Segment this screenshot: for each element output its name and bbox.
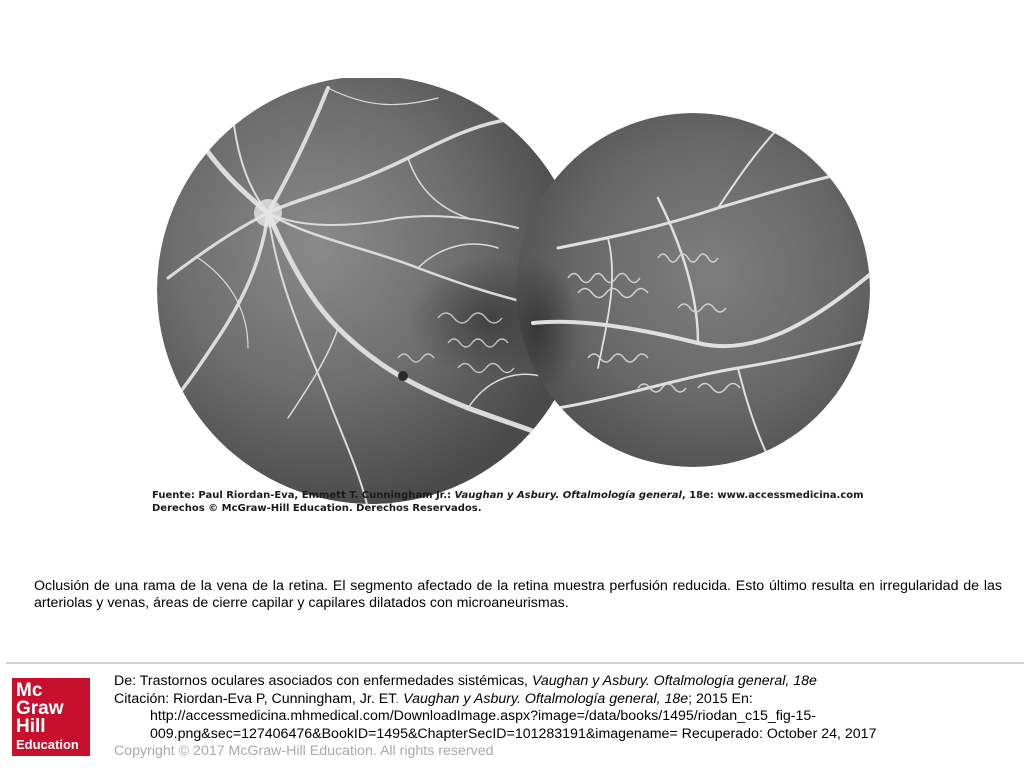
mcgraw-hill-education-logo bbox=[12, 678, 90, 756]
from-prefix: De: Trastornos oculares asociados con enfermedades sistémicas, bbox=[114, 673, 532, 689]
logo-word-mc: Mc bbox=[16, 680, 43, 701]
citation-book-title: Vaughan y Asbury. Oftalmología general, 18e bbox=[403, 690, 689, 707]
angiogram-figure bbox=[138, 78, 870, 514]
citation-url-line-1[interactable]: http://accessmedicina.mhmedical.com/DownloadImage.aspx?image=/data/books/1495/riodan_c15_fig-15- bbox=[150, 708, 817, 724]
from-book-title: Vaughan y Asbury. Oftalmología general, 18e bbox=[531, 673, 817, 689]
logo-word-graw: Graw bbox=[16, 698, 64, 719]
right-fundus-panel bbox=[498, 113, 870, 478]
citation-url-line-2[interactable]: 009.png&sec=127406476&BookID=1495&ChapterSecID=101283191&imagename= Recuperado: October 24, 2017 bbox=[150, 725, 877, 742]
logo-word-education: Education bbox=[16, 737, 79, 752]
citation-block bbox=[114, 673, 1014, 761]
from-line bbox=[114, 673, 1014, 691]
figure-caption: Oclusión de una rama de la vena de la retina. El segmento afectado de la retina muestra perfusión reducida. Esto último resulta en irregularidad de las arteriolas y venas, áreas de cierre capilar y capilares dilatados con microaneurismas. bbox=[34, 578, 1002, 611]
citation-suffix: ; 2015 En: bbox=[688, 690, 753, 707]
source-authors: Fuente: Paul Riordan-Eva, Emmett T. Cunningham Jr.: bbox=[152, 490, 455, 501]
logo-word-hill: Hill bbox=[16, 716, 46, 737]
citation-prefix: Citación: Riordan-Eva P, Cunningham, Jr. ET bbox=[114, 690, 396, 707]
source-line bbox=[152, 489, 864, 502]
citation-dot: . bbox=[395, 690, 400, 707]
citation-line bbox=[114, 691, 1014, 709]
image-source-credit bbox=[152, 489, 864, 515]
source-title: Vaughan y Asbury. Oftalmología general bbox=[454, 490, 682, 501]
rights-line: Derechos © McGraw-Hill Education. Derechos Reservados. bbox=[152, 503, 482, 514]
fluorescein-angiogram-image bbox=[138, 78, 870, 514]
copyright-notice: Copyright © 2017 McGraw-Hill Education. All rights reserved bbox=[114, 743, 494, 759]
source-tail: , 18e: www.accessmedicina.com bbox=[681, 490, 864, 501]
footer-divider bbox=[6, 662, 1024, 664]
